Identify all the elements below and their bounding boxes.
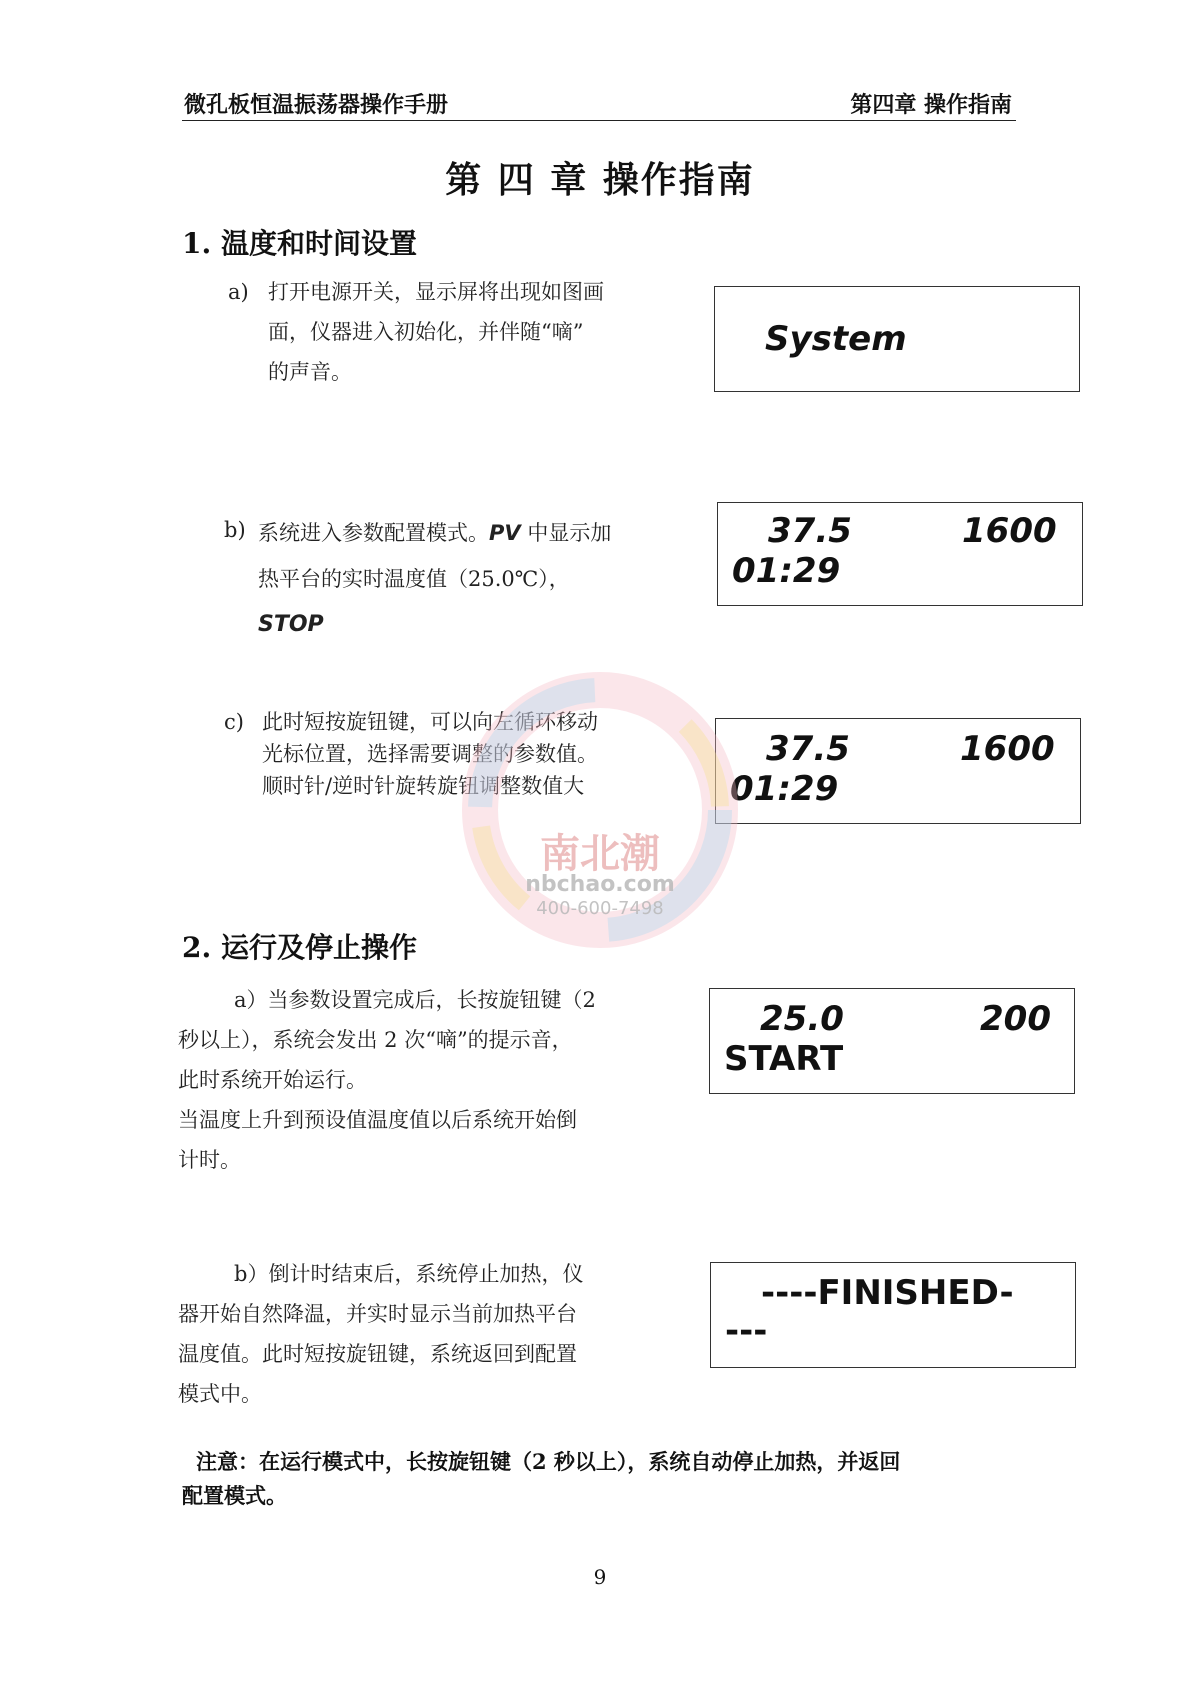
section-2-title: 2. 运行及停止操作 xyxy=(182,931,417,964)
lcd-system-text: System xyxy=(765,319,907,359)
lcd-time-value: 01:29 xyxy=(730,769,839,809)
lcd-finished-screen xyxy=(710,1262,1076,1368)
step-1b-text: 系统进入参数配置模式。PV 中显示加 热平台的实时温度值（25.0℃）， STOP xyxy=(258,510,611,648)
lcd-speed-value: 1600 xyxy=(962,511,1057,551)
lcd-finished-line1: ----FINISHED- xyxy=(761,1273,1014,1313)
step-1b-label: b) xyxy=(224,518,246,542)
step-2b-text: b）倒计时结束后，系统停止加热，仪 器开始自然降温，并实时显示当前加热平台 温度值。此时短按旋钮键，系统返回到配置 模式中。 xyxy=(178,1262,584,1406)
lcd-adjust-screen xyxy=(715,718,1081,824)
lcd-run-screen xyxy=(709,988,1075,1094)
lcd-finished-line2: --- xyxy=(725,1311,768,1351)
page-number: 9 xyxy=(593,1565,607,1589)
lcd-status-value: START xyxy=(724,1039,844,1079)
step-1a-text: 打开电源开关，显示屏将出现如图画 面，仪器进入初始化，并伴随“嘀” 的声音。 xyxy=(268,280,604,384)
page-header xyxy=(182,86,1016,121)
step-1c-label: c) xyxy=(224,710,244,734)
note-block: 注意：在运行模式中，长按旋钮键（2 秒以上），系统自动停止加热，并返回 配置模式。 xyxy=(182,1449,901,1508)
step-2a-text: a）当参数设置完成后，长按旋钮键（2 秒以上），系统会发出 2 次“嘀”的提示音， 此时系统开始运行。 当温度上升到预设值温度值以后系统开始倒 计时。 xyxy=(178,988,596,1172)
lcd-speed-value: 200 xyxy=(980,999,1051,1039)
watermark-phone: 400-600-7498 xyxy=(536,898,664,919)
lcd-temp-value: 37.5 xyxy=(766,729,850,769)
section-1-title: 1. 温度和时间设置 xyxy=(182,227,417,260)
watermark-site: nbchao.com xyxy=(525,872,675,897)
step-1c-text: 此时短按旋钮键，可以向左循环移动 光标位置，选择需要调整的参数值。 顺时针/逆时针旋转旋钮调整数值大 xyxy=(262,710,598,798)
stop-text: STOP xyxy=(258,612,324,637)
lcd-temp-value: 37.5 xyxy=(768,511,852,551)
lcd-config-screen xyxy=(717,502,1083,606)
lcd-speed-value: 1600 xyxy=(960,729,1055,769)
lcd-system-screen xyxy=(714,286,1080,392)
watermark-brand: 南北潮 xyxy=(540,831,660,877)
lcd-temp-value: 25.0 xyxy=(760,999,844,1039)
step-1a-label: a) xyxy=(228,280,249,304)
chapter-title: 第 四 章 操作指南 xyxy=(445,159,755,201)
header-chapter: 第四章 操作指南 xyxy=(850,92,1012,118)
lcd-time-value: 01:29 xyxy=(732,551,841,591)
header-manual-title: 微孔板恒温振荡器操作手册 xyxy=(184,92,449,118)
